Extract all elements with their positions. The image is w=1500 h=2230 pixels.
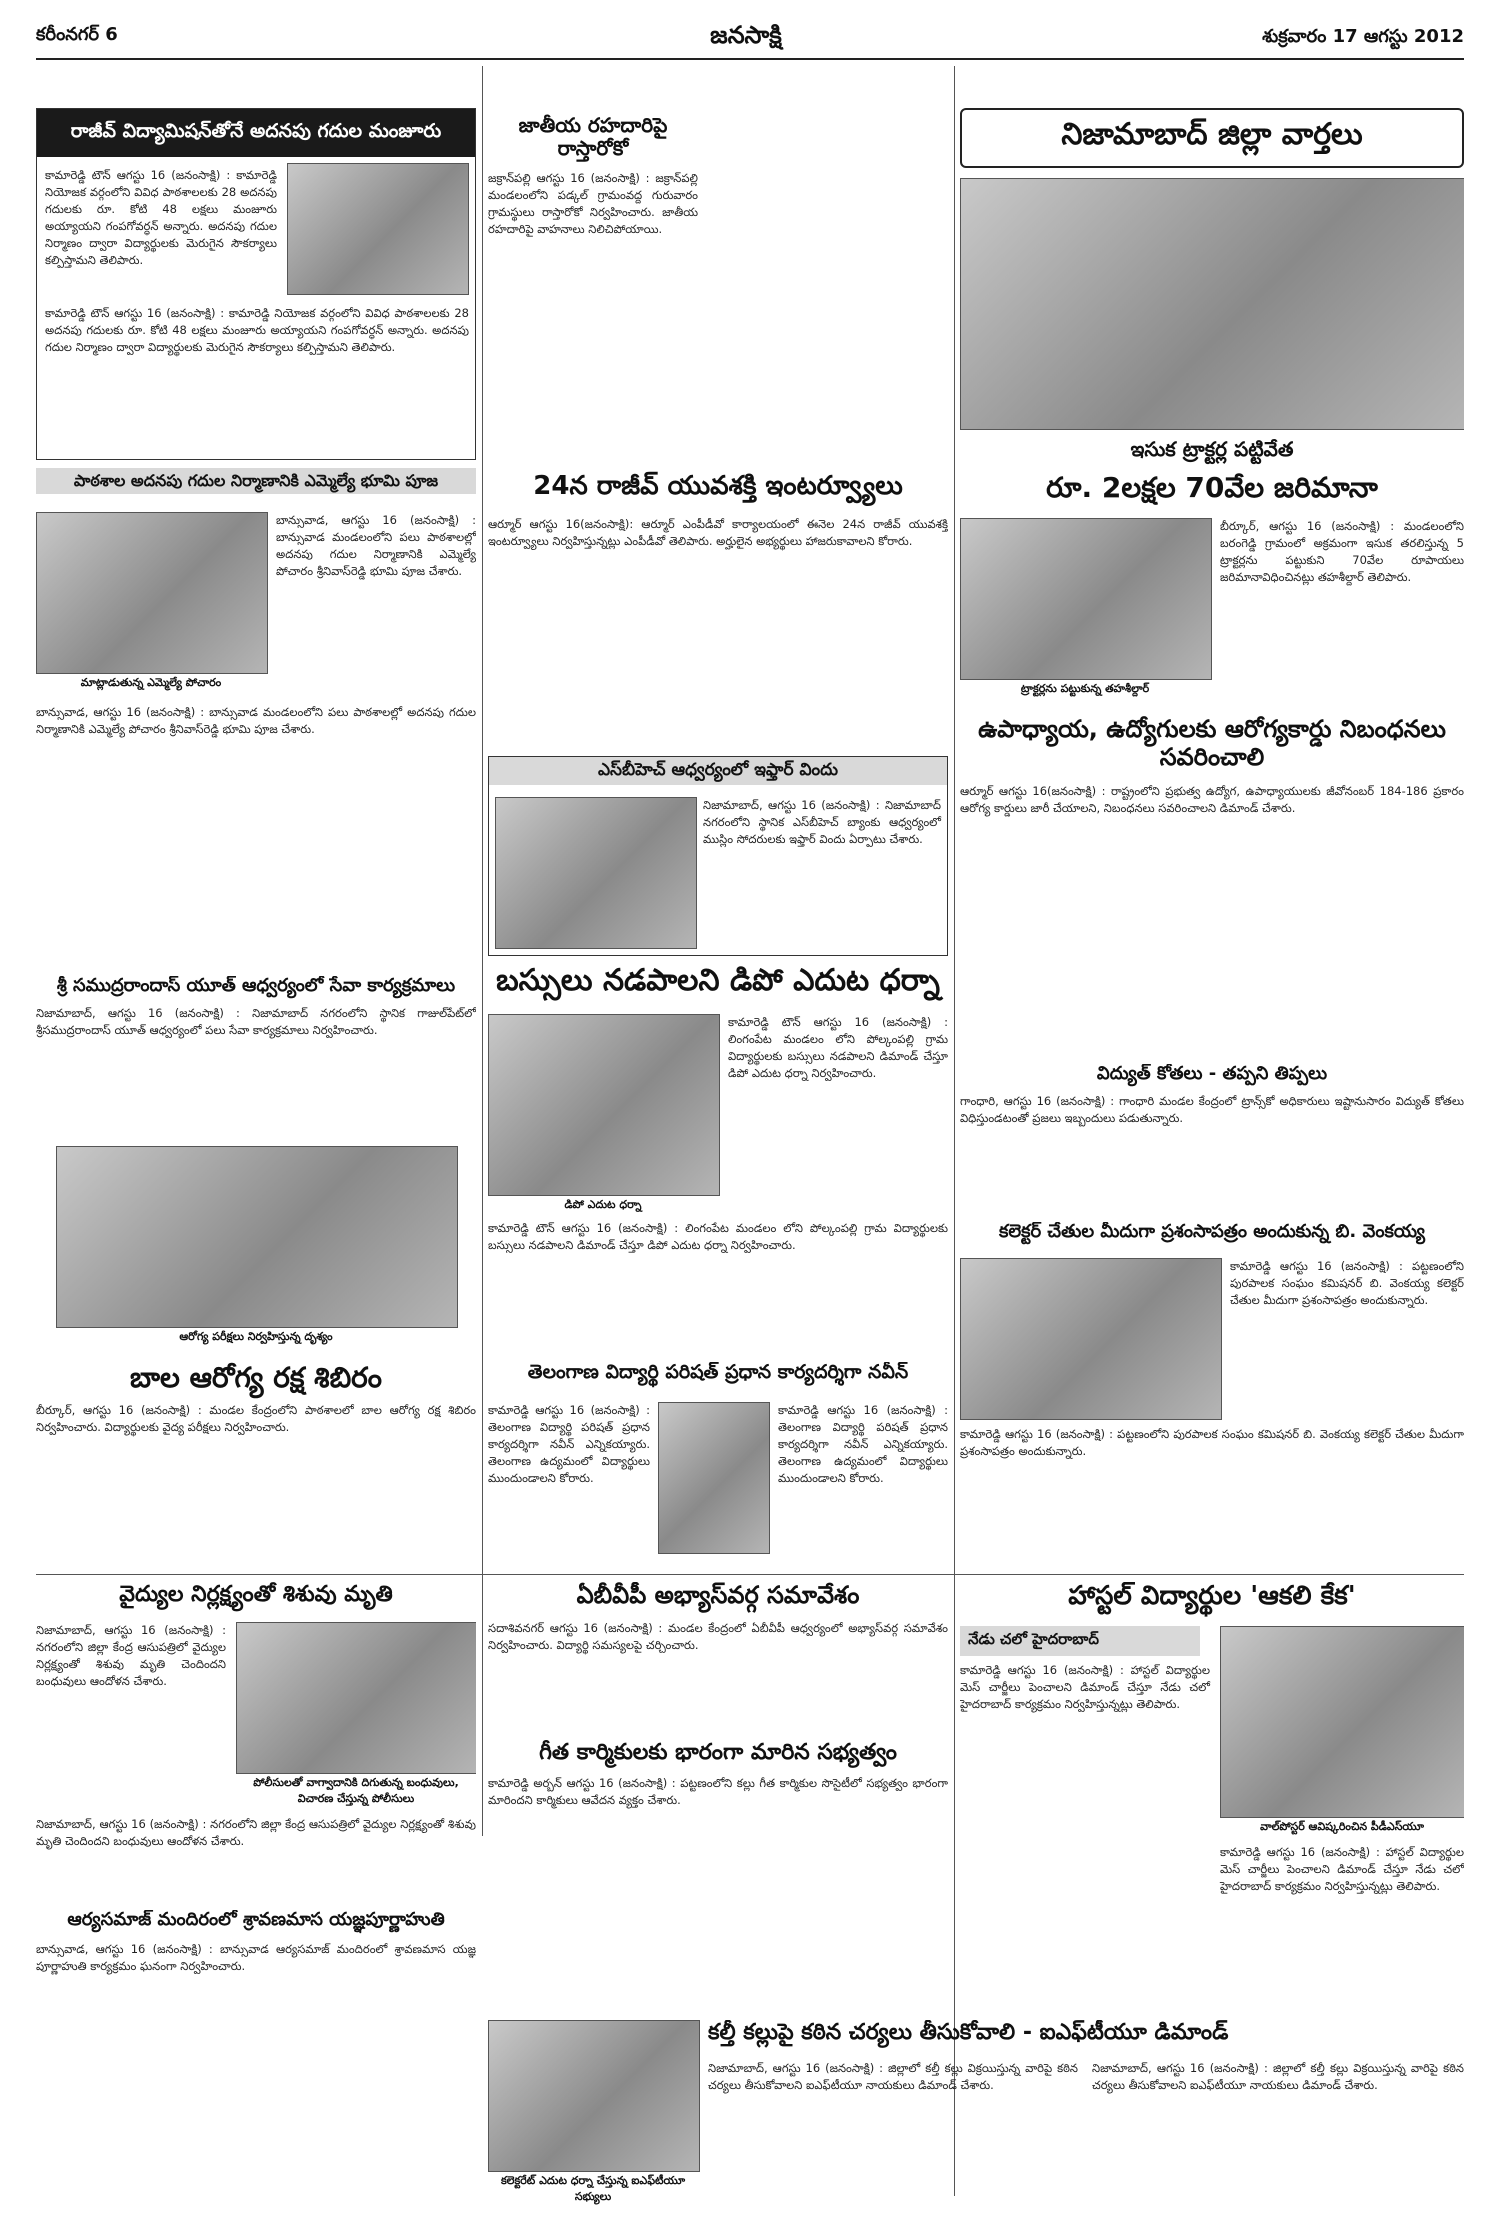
article-iftu-demand: [488, 2020, 1464, 2210]
article-headline: రూ. 2లక్షల 70వేల జరిమానా: [1046, 471, 1378, 504]
section-rule: [36, 1574, 1464, 1575]
article-headline: విద్యుత్ కోతలు - తప్పని తిప్పలు: [1096, 1064, 1328, 1084]
article-headline: కల్తీ కల్లుపై కఠిన చర్యలు తీసుకోవాలి - ఐఎఫ్‌టీయూ డిమాండ్: [708, 2020, 1229, 2045]
article-body: కామారెడ్డి టౌన్ ఆగస్టు 16 (జనంసాక్షి) : కామారెడ్డి నియోజక వర్గంలోని వివిధ పాఠశాలలకు 28 అదనపు గదులకు రూ. కోటి 48 లక్షలు మంజూరు అయ్యాయని గంపగోవర్ధన్ అన్నారు. అదనపు గదుల నిర్మాణం ద్వారా విద్యార్థులకు మెరుగైన సౌకర్యాలు కల్పిస్తామని తెలిపారు.: [45, 168, 277, 267]
article-body: నిజామాబాద్, ఆగస్టు 16 (జనంసాక్షి) : నిజామాబాద్ నగరంలోని స్థానిక ఎస్‌బీహెచ్ బ్యాంకు ఆధ్వర్యంలో ముస్లిం సోదరులకు ఇఫ్తార్ విందు ఏర్పాటు చేశారు.: [703, 798, 941, 846]
article-toddy-tappers: [488, 1740, 948, 1920]
column-rule: [954, 66, 955, 2196]
article-headline: బస్సులు నడపాలని డిపో ఎదుట ధర్నా: [496, 964, 940, 998]
article-body: కామారెడ్డి ఆగస్టు 16 (జనంసాక్షి) : హాస్టల్ విద్యార్థుల మెస్ చార్జీలు పెంచాలని డిమాండ్ చేస్తూ నేడు చలో హైదరాబాద్ కార్యక్రమం నిర్వహిస్తున్నట్లు తెలిపారు.: [960, 1663, 1210, 1711]
article-headline: తెలంగాణ విద్యార్థి పరిషత్ ప్రధాన కార్యదర్శిగా నవీన్: [527, 1362, 909, 1383]
article-headline: శ్రీ సముద్రరాందాస్ యూత్ ఆధ్వర్యంలో సేవా కార్యక్రమాలు: [56, 976, 456, 996]
article-sand-tractors: [960, 108, 1464, 708]
article-body: నిజామాబాద్, ఆగస్టు 16 (జనంసాక్షి) : నిజామాబాద్ నగరంలోని స్థానిక గాజుల్‌పేట్‌లో శ్రీసముద్రరాందాస్ యూత్ ఆధ్వర్యంలో పలు సేవా కార్యక్రమాలు నిర్వహించారు.: [36, 1005, 476, 1037]
article-headline: ఆర్యసమాజ్ మందిరంలో శ్రావణమాస యజ్ఞపూర్ణాహుతి: [67, 1910, 445, 1930]
issue-date: శుక్రవారం 17 ఆగస్టు 2012: [1262, 26, 1464, 47]
article-body: నిజామాబాద్, ఆగస్టు 16 (జనంసాక్షి) : జిల్లాలో కల్తీ కల్లు విక్రయిస్తున్న వారిపై కఠిన చర్యలు తీసుకోవాలని ఐఎఫ్‌టీయూ నాయకులు డిమాండ్ చేశారు.: [708, 2061, 1078, 2092]
article-ramdas-youth: [36, 976, 476, 1356]
article-body-continued: నిజామాబాద్, ఆగస్టు 16 (జనంసాక్షి) : జిల్లాలో కల్తీ కల్లు విక్రయిస్తున్న వారిపై కఠిన చర్యలు తీసుకోవాలని ఐఎఫ్‌టీయూ నాయకులు డిమాండ్ చేశారు.: [1092, 2061, 1464, 2092]
article-hostel-students: [960, 1582, 1464, 2012]
person-photo: [658, 1402, 770, 1554]
article-headline: పాఠశాల అదనపు గదుల నిర్మాణానికి ఎమ్మెల్యే భూమి పూజ: [36, 468, 476, 494]
article-bus-dharna: [488, 964, 948, 1354]
article-body: కామారెడ్డి ఆగస్టు 16 (జనంసాక్షి) : పట్టణంలోని పురపాలక సంఘం కమిషనర్ బి. వెంకయ్య కలెక్టర్ చేతుల మీదుగా ప్రశంసాపత్రం అందుకున్నారు.: [1230, 1259, 1464, 1307]
article-body-continued: కామారెడ్డి ఆగస్టు 16 (జనంసాక్షి) : హాస్టల్ విద్యార్థుల మెస్ చార్జీలు పెంచాలని డిమాండ్ చేస్తూ నేడు చలో హైదరాబాద్ కార్యక్రమం నిర్వహిస్తున్నట్లు తెలిపారు.: [1220, 1845, 1464, 1893]
article-tvp-secretary: [488, 1362, 948, 1562]
article-body: కామారెడ్డి అర్బన్ ఆగస్టు 16 (జనంసాక్షి) : పట్టణంలోని కల్లు గీత కార్మికుల సొసైటీలో సభ్యత్వం భారంగా మారిందని కార్మికులు ఆవేదన వ్యక్తం చేశారు.: [488, 1776, 948, 1808]
article-body: బీర్కూర్, ఆగస్టు 16 (జనంసాక్షి) : మండల కేంద్రంలోని పాఠశాలలో బాల ఆరోగ్య రక్ష శిబిరం నిర్వహించారు. విద్యార్థులకు వైద్య పరీక్షలు నిర్వహించారు.: [36, 1403, 476, 1435]
masthead: [36, 18, 1464, 60]
article-infant-death: [36, 1582, 476, 1902]
article-health-cards: [960, 716, 1464, 1056]
dam-photo: [960, 178, 1464, 430]
article-photo: [495, 797, 697, 949]
article-body: జక్రాన్‌పల్లి ఆగస్టు 16 (జనంసాక్షి) : జక్రాన్‌పల్లి మండలంలోని పడ్కల్ గ్రామంవద్ద గురువారం గ్రామస్థులు రాస్తారోకో నిర్వహించారు. జాతీయ రహదారిపై వాహనాలు నిలిచిపోయాయి.: [488, 171, 698, 236]
article-body-continued: కామారెడ్డి ఆగస్టు 16 (జనంసాక్షి) : పట్టణంలోని పురపాలక సంఘం కమిషనర్ బి. వెంకయ్య కలెక్టర్ చేతుల మీదుగా ప్రశంసాపత్రం అందుకున్నారు.: [960, 1427, 1464, 1458]
article-headline: గీత కార్మికులకు భారంగా మారిన సభ్యత్వం: [539, 1740, 897, 1765]
article-body: కామారెడ్డి ఆగస్టు 16 (జనంసాక్షి) : తెలంగాణ విద్యార్థి పరిషత్ ప్రధాన కార్యదర్శిగా నవీన్ ఎన్నికయ్యారు. తెలంగాణ ఉద్యమంలో విద్యార్థులు ముందుండాలని కోరారు.: [488, 1403, 650, 1485]
article-abvp-meeting: [488, 1582, 948, 1732]
article-rasta-roko: [488, 108, 698, 460]
article-headline: జాతీయ రహదారిపై రాస్తారోకో: [518, 113, 668, 160]
article-power-cuts: [960, 1064, 1464, 1214]
column-rule: [482, 66, 483, 1836]
article-headline: కలెక్టర్ చేతుల మీదుగా ప్రశంసాపత్రం అందుకున్న బి. వెంకయ్య: [998, 1222, 1426, 1242]
article-headline: ఎస్‌బీహెచ్ ఆధ్వర్యంలో ఇఫ్తార్ విందు: [489, 757, 947, 785]
article-photo: [56, 1146, 458, 1328]
article-body: ఆర్మూర్ ఆగస్టు 16(జనంసాక్షి) : రాష్ట్రంలోని ప్రభుత్వ ఉద్యోగ, ఉపాధ్యాయులకు జీవోనంబర్ 184-186 ప్రకారం ఆరోగ్య కార్డులు జారీ చేయాలని, నిబంధనలు సవరించాలని డిమాండ్ చేశారు.: [960, 784, 1464, 816]
article-collector-certificate: [960, 1222, 1464, 1472]
article-body: నిజామాబాద్, ఆగస్టు 16 (జనంసాక్షి) : నగరంలోని జిల్లా కేంద్ర ఆసుపత్రిలో వైద్యుల నిర్లక్ష్యంతో శిశువు మృతి చెందిందని బంధువులు ఆందోళన చేశారు.: [36, 1623, 226, 1688]
article-body-continued: బాన్సువాడ, ఆగస్టు 16 (జనంసాక్షి) : బాన్సువాడ మండలంలోని పలు పాఠశాలల్లో అదనపు గదుల నిర్మాణానికి ఎమ్మెల్యే పోచారం శ్రీనివాస్‌రెడ్డి భూమి పూజ చేశారు.: [36, 705, 476, 736]
article-yuvashakti-interviews: [488, 468, 948, 748]
article-subheadline: ఇసుక ట్రాక్టర్ల పట్టివేత: [1130, 437, 1294, 461]
article-headline: 24న రాజీవ్ యువశక్తి ఇంటర్వ్యూలు: [533, 471, 903, 501]
paper-logo: జనసాక్షి: [710, 20, 782, 49]
article-body: ఆర్మూర్ ఆగస్టు 16(జనంసాక్షి): ఆర్మూర్ ఎంపీడీవో కార్యాలయంలో ఈనెల 24న రాజీవ్ యువశక్తి ఇంటర్వ్యూలు నిర్వహిస్తున్నట్లు ఎంపీడీవో తెలిపారు. అర్హులైన అభ్యర్థులు హాజరుకావాలని కోరారు.: [488, 516, 948, 548]
photo-caption: పోలీసులతో వాగ్వాదానికి దిగుతున్న బంధువులు, విచారణ చేస్తున్న పోలీసులు: [253, 1776, 459, 1805]
article-photo: [287, 163, 469, 295]
article-headline: వైద్యుల నిర్లక్ష్యంతో శిశువు మృతి: [119, 1582, 393, 1607]
article-photo: [236, 1622, 476, 1774]
article-photo: [488, 1014, 720, 1196]
tractors-photo: [960, 518, 1212, 680]
article-headline: రాజీవ్ విద్యామిషన్‌తోనే అదనపు గదుల మంజూరు: [37, 109, 475, 157]
photo-caption: మాట్లాడుతున్న ఎమ్మెల్యే పోచారం: [80, 676, 222, 689]
article-body: సదాశివనగర్ ఆగస్టు 16 (జనంసాక్షి) : మండల కేంద్రంలో ఏబీవీపీ ఆధ్వర్యంలో అభ్యాస్‌వర్గ సమావేశం నిర్వహించారు. విద్యార్థి సమస్యలపై చర్చించారు.: [488, 1620, 948, 1652]
article-headline: హాస్టల్ విద్యార్థుల 'ఆకలి కేక': [1068, 1582, 1356, 1611]
article-body: గాంధారి, ఆగస్టు 16 (జనంసాక్షి) : గాంధారి మండల కేంద్రంలో ట్రాన్స్‌కో అధికారులు ఇష్టానుసారం విద్యుత్ కోతలు విధిస్తుండటంతో ప్రజలు ఇబ్బందులు పడుతున్నారు.: [960, 1093, 1464, 1125]
section-banner: నిజామాబాద్ జిల్లా వార్తలు: [960, 108, 1464, 168]
article-body: బాన్సువాడ, ఆగస్టు 16 (జనంసాక్షి) : బాన్సువాడ మండలంలోని పలు పాఠశాలల్లో అదనపు గదుల నిర్మాణానికి ఎమ్మెల్యే పోచారం శ్రీనివాస్‌రెడ్డి భూమి పూజ చేశారు.: [276, 513, 476, 578]
article-headline: బాల ఆరోగ్య రక్ష శిబిరం: [130, 1362, 382, 1394]
article-headline: ఉపాధ్యాయ, ఉద్యోగులకు ఆరోగ్యకార్డు నిబంధనలు సవరించాలి: [978, 716, 1446, 771]
article-body: బీర్కూర్, ఆగస్టు 16 (జనంసాక్షి) : మండలంలోని బరంగెడ్డి గ్రామంలో అక్రమంగా ఇసుక తరలిస్తున్న 5 ట్రాక్టర్లను పట్టుకుని 70వేల రూపాయలు జరిమానావిధించినట్లు తహశీల్దార్ తెలిపారు.: [1220, 519, 1464, 584]
article-body-continued: కామారెడ్డి ఆగస్టు 16 (జనంసాక్షి) : తెలంగాణ విద్యార్థి పరిషత్ ప్రధాన కార్యదర్శిగా నవీన్ ఎన్నికయ్యారు. తెలంగాణ ఉద్యమంలో విద్యార్థులు ముందుండాలని కోరారు.: [778, 1403, 948, 1485]
article-arya-samaj: [36, 1910, 476, 2210]
article-photo: [960, 1258, 1222, 1420]
photo-caption: డిపో ఎదుట ధర్నా: [564, 1198, 642, 1211]
article-body: కామారెడ్డి టౌన్ ఆగస్టు 16 (జనంసాక్షి) : లింగంపేట మండలం లోని పోల్కంపల్లి గ్రామ విద్యార్థులకు బస్సులు నడపాలని డిమాండ్ చేస్తూ డిపో ఎదుట ధర్నా నిర్వహించారు.: [728, 1015, 948, 1080]
photo-caption: వాల్‌పోస్టర్ ఆవిష్కరించిన పీడీఎస్‌యూ: [1260, 1820, 1424, 1833]
article-photo: [36, 512, 268, 674]
article-photo: [488, 2020, 700, 2172]
article-rajiv-vidya-mission: [36, 108, 476, 460]
article-body-continued: కామారెడ్డి టౌన్ ఆగస్టు 16 (జనంసాక్షి) : కామారెడ్డి నియోజక వర్గంలోని వివిధ పాఠశాలలకు 28 అదనపు గదులకు రూ. కోటి 48 లక్షలు మంజూరు అయ్యాయని గంపగోవర్ధన్ అన్నారు. అదనపు గదుల నిర్మాణం ద్వారా విద్యార్థులకు మెరుగైన సౌకర్యాలు కల్పిస్తామని తెలిపారు.: [45, 306, 469, 354]
page-label: కరీంనగర్ 6: [36, 24, 118, 45]
article-body: బాన్సువాడ, ఆగస్టు 16 (జనంసాక్షి) : బాన్సువాడ ఆర్యసమాజ్ మందిరంలో శ్రావణమాస యజ్ఞ పూర్ణాహుతి కార్యక్రమం ఘనంగా నిర్వహించారు.: [36, 1941, 476, 1973]
article-subheadline: నేడు చలో హైదరాబాద్: [960, 1626, 1200, 1656]
article-sbh-iftar: [488, 756, 948, 956]
article-mla-bhoomi-pooja: [36, 468, 476, 968]
article-headline: ఏబీవీపీ అభ్యాస్‌వర్గ సమావేశం: [576, 1582, 860, 1609]
article-photo: [1220, 1626, 1464, 1818]
photo-caption: ఆరోగ్య పరీక్షలు నిర్వహిస్తున్న దృశ్యం: [179, 1330, 333, 1343]
photo-caption: ట్రాక్టర్లను పట్టుకున్న తహశీల్దార్: [1020, 682, 1150, 695]
article-body-continued: నిజామాబాద్, ఆగస్టు 16 (జనంసాక్షి) : నగరంలోని జిల్లా కేంద్ర ఆసుపత్రిలో వైద్యుల నిర్లక్ష్యంతో శిశువు మృతి చెందిందని బంధువులు ఆందోళన చేశారు.: [36, 1817, 476, 1848]
article-body-continued: కామారెడ్డి టౌన్ ఆగస్టు 16 (జనంసాక్షి) : లింగంపేట మండలం లోని పోల్కంపల్లి గ్రామ విద్యార్థులకు బస్సులు నడపాలని డిమాండ్ చేస్తూ డిపో ఎదుట ధర్నా నిర్వహించారు.: [488, 1221, 948, 1252]
article-bala-arogya: [36, 1362, 476, 1482]
photo-caption: కలెక్టరేట్ ఎదుట ధర్నా చేస్తున్న ఐఎఫ్‌టీయూ సభ్యులు: [500, 2174, 686, 2203]
